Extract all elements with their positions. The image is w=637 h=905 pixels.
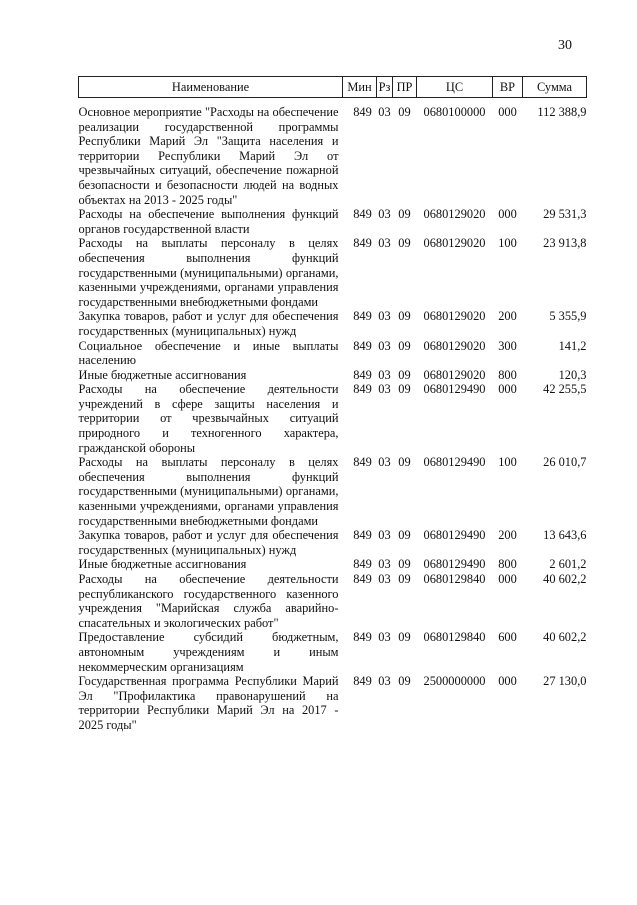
budget-table (78, 76, 587, 733)
cell-sum: 40 602,2 (543, 630, 587, 645)
cell-sum: 23 913,8 (543, 236, 587, 251)
cell-name: Иные бюджетные ассигнования (78, 557, 247, 572)
table-row (79, 674, 587, 732)
cell-min: 849 (353, 557, 372, 572)
cell-min: 849 (353, 528, 372, 543)
header-name: Наименование (79, 77, 343, 98)
table-row (79, 236, 587, 309)
cell-rz: 03 (378, 572, 391, 586)
cell-name: Основное мероприятие "Расходы на обеспечение реализации государственной программы Республики Марий Эл "Защита населения и территории Республики Марий Эл от чрезвычайных ситуаций, обеспечение пожарной безопасности и безопасности людей на водных объектах на 2013 - 2025 годы" (78, 105, 339, 207)
cell-sum: 120,3 (558, 367, 587, 382)
header-vr: ВР (493, 77, 523, 98)
cell-min: 849 (353, 105, 372, 119)
cell-sum: 40 602,2 (543, 572, 587, 586)
table-row (79, 98, 587, 208)
cell-cs: 0680129020 (423, 207, 486, 222)
cell-vr: 100 (498, 455, 517, 470)
cell-rz: 03 (378, 557, 391, 572)
table-header (79, 77, 587, 98)
cell-cs: 0680100000 (423, 105, 486, 119)
cell-rz: 03 (378, 630, 391, 645)
cell-sum: 26 010,7 (543, 455, 587, 470)
cell-pr: 09 (398, 207, 411, 222)
cell-min: 849 (353, 236, 372, 251)
cell-rz: 03 (378, 105, 391, 119)
cell-vr: 300 (498, 338, 517, 353)
cell-name: Государственная программа Республики Марий Эл "Профилактика правонарушений на территории Республики Марий Эл на 2017 - 2025 годы" (78, 674, 339, 732)
cell-vr: 600 (498, 630, 517, 645)
cell-name: Расходы на обеспечение выполнения функций органов государственной власти (78, 207, 339, 236)
cell-name: Закупка товаров, работ и услуг для обеспечения государственных (муниципальных) нужд (78, 528, 339, 557)
cell-name: Социальное обеспечение и иные выплаты населению (78, 338, 339, 368)
cell-name: Расходы на выплаты персоналу в целях обеспечения выполнения функций государственными (муниципальными) органами, казенными учреждениями, органами управления государственными внебюджетными фондами (78, 455, 339, 528)
table-row (79, 309, 587, 338)
table-row (79, 572, 587, 630)
cell-pr: 09 (398, 630, 411, 645)
table-row (79, 339, 587, 368)
cell-cs: 0680129020 (423, 236, 486, 251)
header-rz: Рз (377, 77, 393, 98)
cell-sum: 141,2 (558, 338, 587, 353)
cell-min: 849 (353, 367, 372, 382)
cell-cs: 2500000000 (423, 674, 486, 689)
cell-min: 849 (353, 455, 372, 470)
table-row (79, 630, 587, 674)
cell-vr: 000 (498, 382, 517, 397)
cell-cs: 0680129490 (423, 455, 486, 470)
cell-cs: 0680129490 (423, 382, 486, 397)
cell-pr: 09 (398, 572, 411, 586)
cell-vr: 200 (498, 309, 517, 324)
cell-sum: 29 531,3 (543, 207, 587, 222)
cell-cs: 0680129840 (423, 572, 486, 586)
cell-pr: 09 (398, 236, 411, 251)
cell-sum: 2 601,2 (549, 557, 587, 572)
cell-min: 849 (353, 207, 372, 222)
cell-rz: 03 (378, 455, 391, 470)
table-row (79, 557, 587, 572)
table-row (79, 207, 587, 236)
cell-rz: 03 (378, 338, 391, 353)
cell-vr: 100 (498, 236, 517, 251)
cell-rz: 03 (378, 382, 391, 397)
cell-pr: 09 (398, 105, 411, 119)
cell-cs: 0680129490 (423, 557, 486, 572)
page-number: 30 (558, 38, 572, 53)
cell-vr: 000 (498, 207, 517, 222)
cell-rz: 03 (378, 528, 391, 543)
cell-pr: 09 (398, 338, 411, 353)
cell-pr: 09 (398, 557, 411, 572)
table-row (79, 368, 587, 383)
cell-sum: 13 643,6 (543, 528, 587, 543)
cell-sum: 5 355,9 (549, 309, 587, 324)
cell-pr: 09 (398, 309, 411, 324)
cell-cs: 0680129020 (423, 367, 486, 382)
cell-vr: 000 (498, 105, 517, 119)
cell-vr: 000 (498, 674, 517, 689)
cell-pr: 09 (398, 674, 411, 689)
cell-name: Расходы на выплаты персоналу в целях обеспечения выполнения функций государственными (муниципальными) органами, казенными учреждениями, органами управления государственными внебюджетными фондами (78, 236, 339, 309)
cell-pr: 09 (398, 367, 411, 382)
cell-rz: 03 (378, 207, 391, 222)
cell-rz: 03 (378, 309, 391, 324)
table-row (79, 382, 587, 455)
cell-sum: 27 130,0 (543, 674, 587, 689)
cell-min: 849 (353, 382, 372, 397)
cell-min: 849 (353, 674, 372, 689)
header-cs: ЦС (417, 77, 493, 98)
cell-rz: 03 (378, 367, 391, 382)
table-row (79, 455, 587, 528)
cell-pr: 09 (398, 528, 411, 543)
cell-vr: 800 (498, 367, 517, 382)
cell-sum: 42 255,5 (543, 382, 587, 397)
cell-vr: 000 (498, 572, 517, 586)
cell-vr: 800 (498, 557, 517, 572)
cell-pr: 09 (398, 455, 411, 470)
cell-rz: 03 (378, 236, 391, 251)
cell-vr: 200 (498, 528, 517, 543)
cell-name: Расходы на обеспечение деятельности учреждений в сфере защиты населения и территории от чрезвычайных ситуаций природного и техногенного характера, гражданской обороны (78, 382, 339, 455)
header-pr: ПР (393, 77, 417, 98)
cell-cs: 0680129020 (423, 309, 486, 324)
header-sum: Сумма (523, 77, 587, 98)
cell-sum: 112 388,9 (537, 105, 587, 119)
cell-name: Предоставление субсидий бюджетным, автономным учреждениям и иным некоммерческим организациям (78, 630, 339, 674)
table-row (79, 528, 587, 557)
cell-rz: 03 (378, 674, 391, 689)
header-min: Мин (343, 77, 377, 98)
cell-cs: 0680129020 (423, 338, 486, 353)
cell-min: 849 (353, 338, 372, 353)
cell-min: 849 (353, 630, 372, 645)
cell-name: Иные бюджетные ассигнования (78, 367, 247, 382)
cell-min: 849 (353, 572, 372, 586)
cell-cs: 0680129840 (423, 630, 486, 645)
cell-pr: 09 (398, 382, 411, 397)
cell-min: 849 (353, 309, 372, 324)
cell-name: Закупка товаров, работ и услуг для обеспечения государственных (муниципальных) нужд (78, 309, 339, 338)
cell-name: Расходы на обеспечение деятельности республиканского государственного казенного учреждения "Марийская служба аварийно-спасательных и экологических работ" (78, 572, 339, 630)
table-body (79, 98, 587, 733)
header-row (79, 77, 587, 98)
cell-cs: 0680129490 (423, 528, 486, 543)
